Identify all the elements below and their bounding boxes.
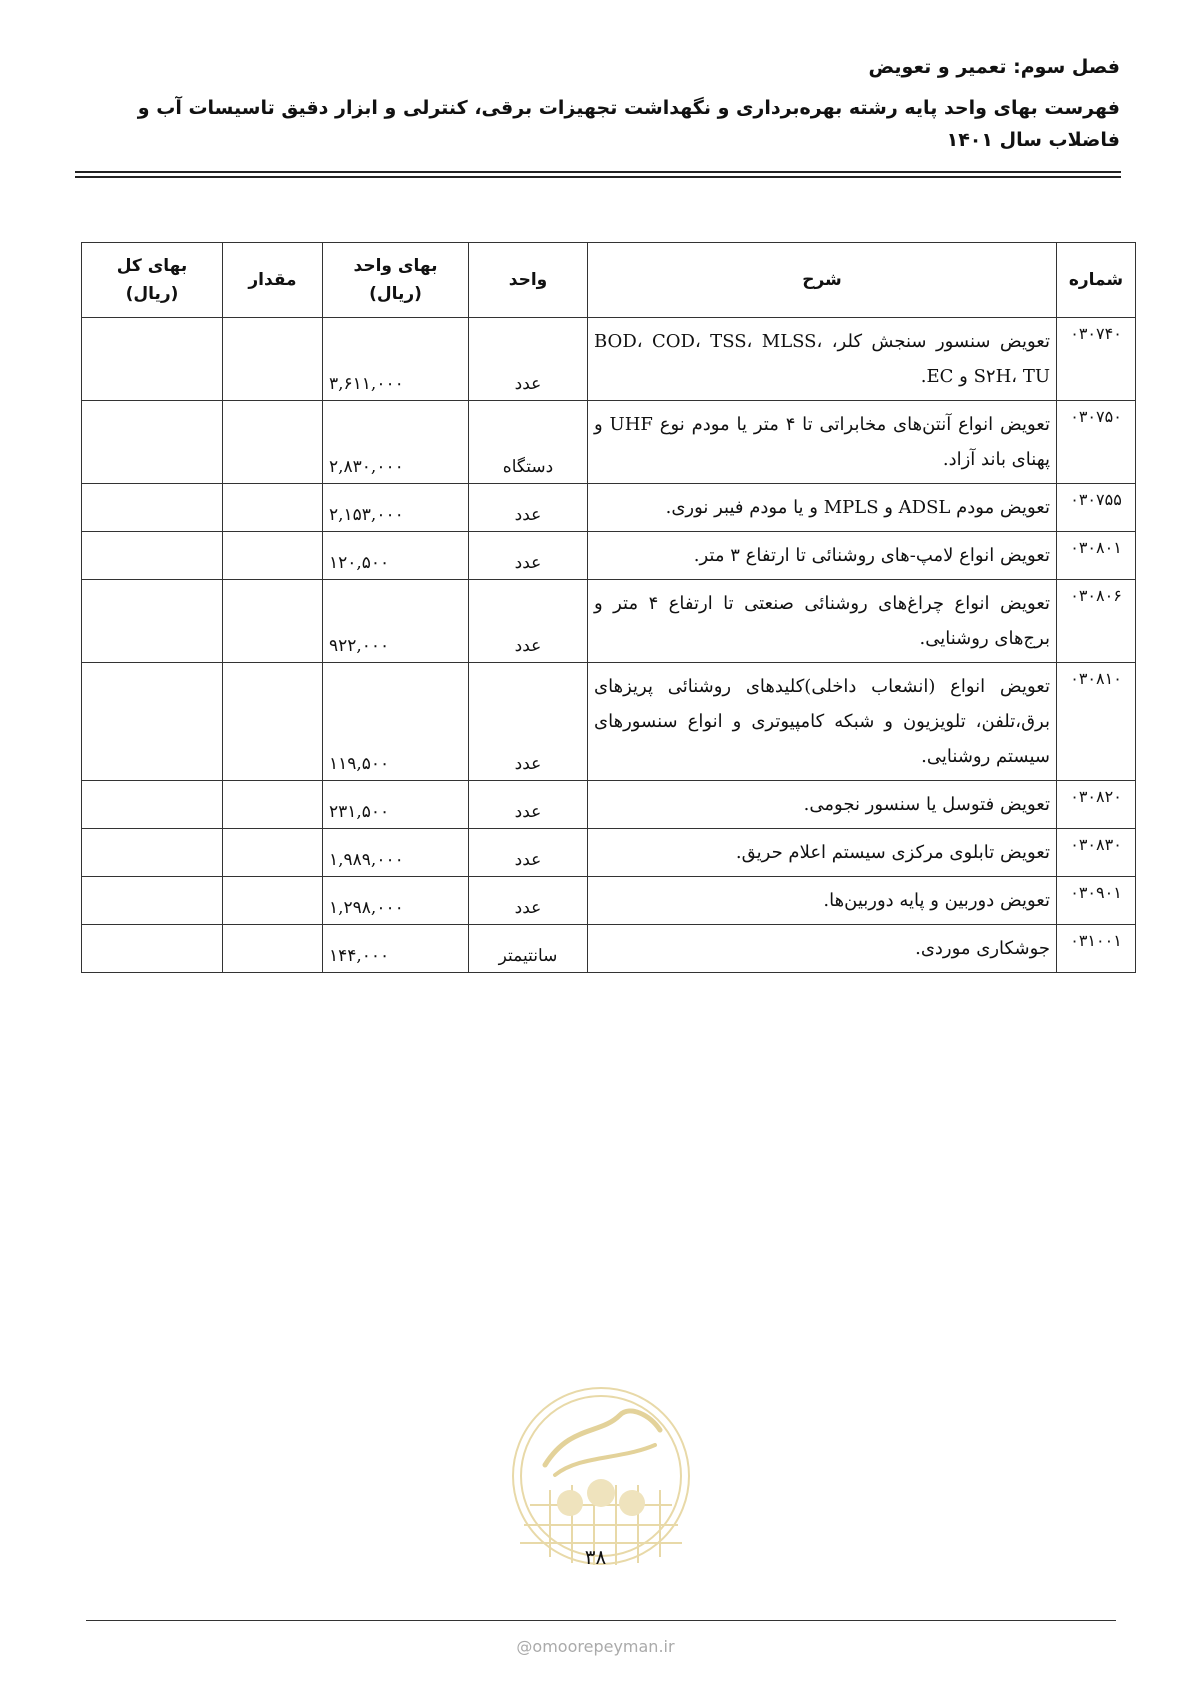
price-table	[81, 242, 1136, 973]
header-total-price: بهای کل (ریال)	[82, 243, 223, 318]
row-total	[82, 925, 223, 973]
row-code: ۰۳۰۷۵۰	[1057, 401, 1136, 484]
row-unit-price: ۱۲۰,۵۰۰	[323, 532, 469, 580]
row-description: تعویض انواع (انشعاب داخلی)کلیدهای روشنائی پریزهای برق،تلفن، تلویزیون و شبکه کامپیوتری و انواع سنسورهای سیستم روشنایی.	[588, 663, 1057, 781]
row-unit: عدد	[469, 829, 588, 877]
row-description: تعویض انواع لامپ-های روشنائی تا ارتفاع ۳ متر.	[588, 532, 1057, 580]
row-unit-price: ۱,۹۸۹,۰۰۰	[323, 829, 469, 877]
row-code: ۰۳۰۸۰۱	[1057, 532, 1136, 580]
row-code: ۰۳۰۸۰۶	[1057, 580, 1136, 663]
row-code: ۰۳۰۸۲۰	[1057, 781, 1136, 829]
row-unit-price: ۱۱۹,۵۰۰	[323, 663, 469, 781]
row-unit: عدد	[469, 580, 588, 663]
table-row	[82, 580, 1136, 663]
row-total	[82, 580, 223, 663]
row-unit: عدد	[469, 484, 588, 532]
row-quantity	[223, 318, 323, 401]
row-unit: عدد	[469, 781, 588, 829]
row-code: ۰۳۰۷۵۵	[1057, 484, 1136, 532]
row-total	[82, 781, 223, 829]
row-unit-price: ۱,۲۹۸,۰۰۰	[323, 877, 469, 925]
table-row	[82, 484, 1136, 532]
row-unit: عدد	[469, 318, 588, 401]
header-code: شماره	[1057, 243, 1136, 318]
table-row	[82, 829, 1136, 877]
row-quantity	[223, 877, 323, 925]
table-row	[82, 877, 1136, 925]
row-description: تعویض انواع چراغ‌های روشنائی صنعتی تا ارتفاع ۴ متر و برج‌های روشنایی.	[588, 580, 1057, 663]
footer-rule	[86, 1620, 1116, 1621]
row-code: ۰۳۰۹۰۱	[1057, 877, 1136, 925]
header-unit-price: بهای واحد (ریال)	[323, 243, 469, 318]
row-total	[82, 877, 223, 925]
row-quantity	[223, 532, 323, 580]
watermark-seal-icon	[510, 1385, 692, 1567]
row-quantity	[223, 401, 323, 484]
row-description: تعویض سنسور سنجش کلر، BOD، COD، TSS، MLSS، S۲H، TU و EC.	[588, 318, 1057, 401]
row-unit-price: ۳,۶۱۱,۰۰۰	[323, 318, 469, 401]
row-total	[82, 484, 223, 532]
page-header	[75, 56, 1120, 156]
row-description: تعویض تابلوی مرکزی سیستم اعلام حریق.	[588, 829, 1057, 877]
footer-website: @omoorepeyman.ir	[516, 1637, 675, 1656]
row-unit-price: ۹۲۲,۰۰۰	[323, 580, 469, 663]
header-quantity: مقدار	[223, 243, 323, 318]
row-code: ۰۳۰۸۳۰	[1057, 829, 1136, 877]
row-unit-price: ۲,۸۳۰,۰۰۰	[323, 401, 469, 484]
row-quantity	[223, 484, 323, 532]
table-row	[82, 401, 1136, 484]
row-unit-price: ۲,۱۵۳,۰۰۰	[323, 484, 469, 532]
table-header-row	[82, 243, 1136, 318]
header-rule	[75, 171, 1121, 173]
header-description: شرح	[588, 243, 1057, 318]
row-description: تعویض مودم ADSL و MPLS و یا مودم فیبر نوری.	[588, 484, 1057, 532]
table-row	[82, 318, 1136, 401]
row-total	[82, 532, 223, 580]
row-code: ۰۳۰۷۴۰	[1057, 318, 1136, 401]
row-unit-price: ۲۳۱,۵۰۰	[323, 781, 469, 829]
row-description: جوشکاری موردی.	[588, 925, 1057, 973]
row-unit: عدد	[469, 877, 588, 925]
table-row	[82, 663, 1136, 781]
row-total	[82, 401, 223, 484]
row-description: تعویض انواع آنتن‌های مخابراتی تا ۴ متر یا مودم نوع UHF و پهنای باند آزاد.	[588, 401, 1057, 484]
row-code: ۰۳۰۸۱۰	[1057, 663, 1136, 781]
table-row	[82, 532, 1136, 580]
page-number: ۳۸	[584, 1545, 607, 1569]
row-code: ۰۳۱۰۰۱	[1057, 925, 1136, 973]
row-unit: عدد	[469, 663, 588, 781]
row-quantity	[223, 663, 323, 781]
row-unit-price: ۱۴۴,۰۰۰	[323, 925, 469, 973]
row-quantity	[223, 781, 323, 829]
header-unit: واحد	[469, 243, 588, 318]
document-title: فهرست بهای واحد پایه رشته بهره‌برداری و نگهداشت تجهیزات برقی، کنترلی و ابزار دقیق تاسیسات آب و فاضلاب سال ۱۴۰۱	[137, 97, 1120, 151]
row-quantity	[223, 829, 323, 877]
row-total	[82, 318, 223, 401]
row-unit: سانتیمتر	[469, 925, 588, 973]
row-quantity	[223, 580, 323, 663]
row-description: تعویض دوربین و پایه دوربین‌ها.	[588, 877, 1057, 925]
row-total	[82, 663, 223, 781]
table-row	[82, 781, 1136, 829]
row-unit: عدد	[469, 532, 588, 580]
row-description: تعویض فتوسل یا سنسور نجومی.	[588, 781, 1057, 829]
table-row	[82, 925, 1136, 973]
row-total	[82, 829, 223, 877]
row-quantity	[223, 925, 323, 973]
chapter-title: فصل سوم: تعمیر و تعویض	[868, 56, 1120, 78]
row-unit: دستگاه	[469, 401, 588, 484]
header-rule-double	[75, 176, 1121, 178]
